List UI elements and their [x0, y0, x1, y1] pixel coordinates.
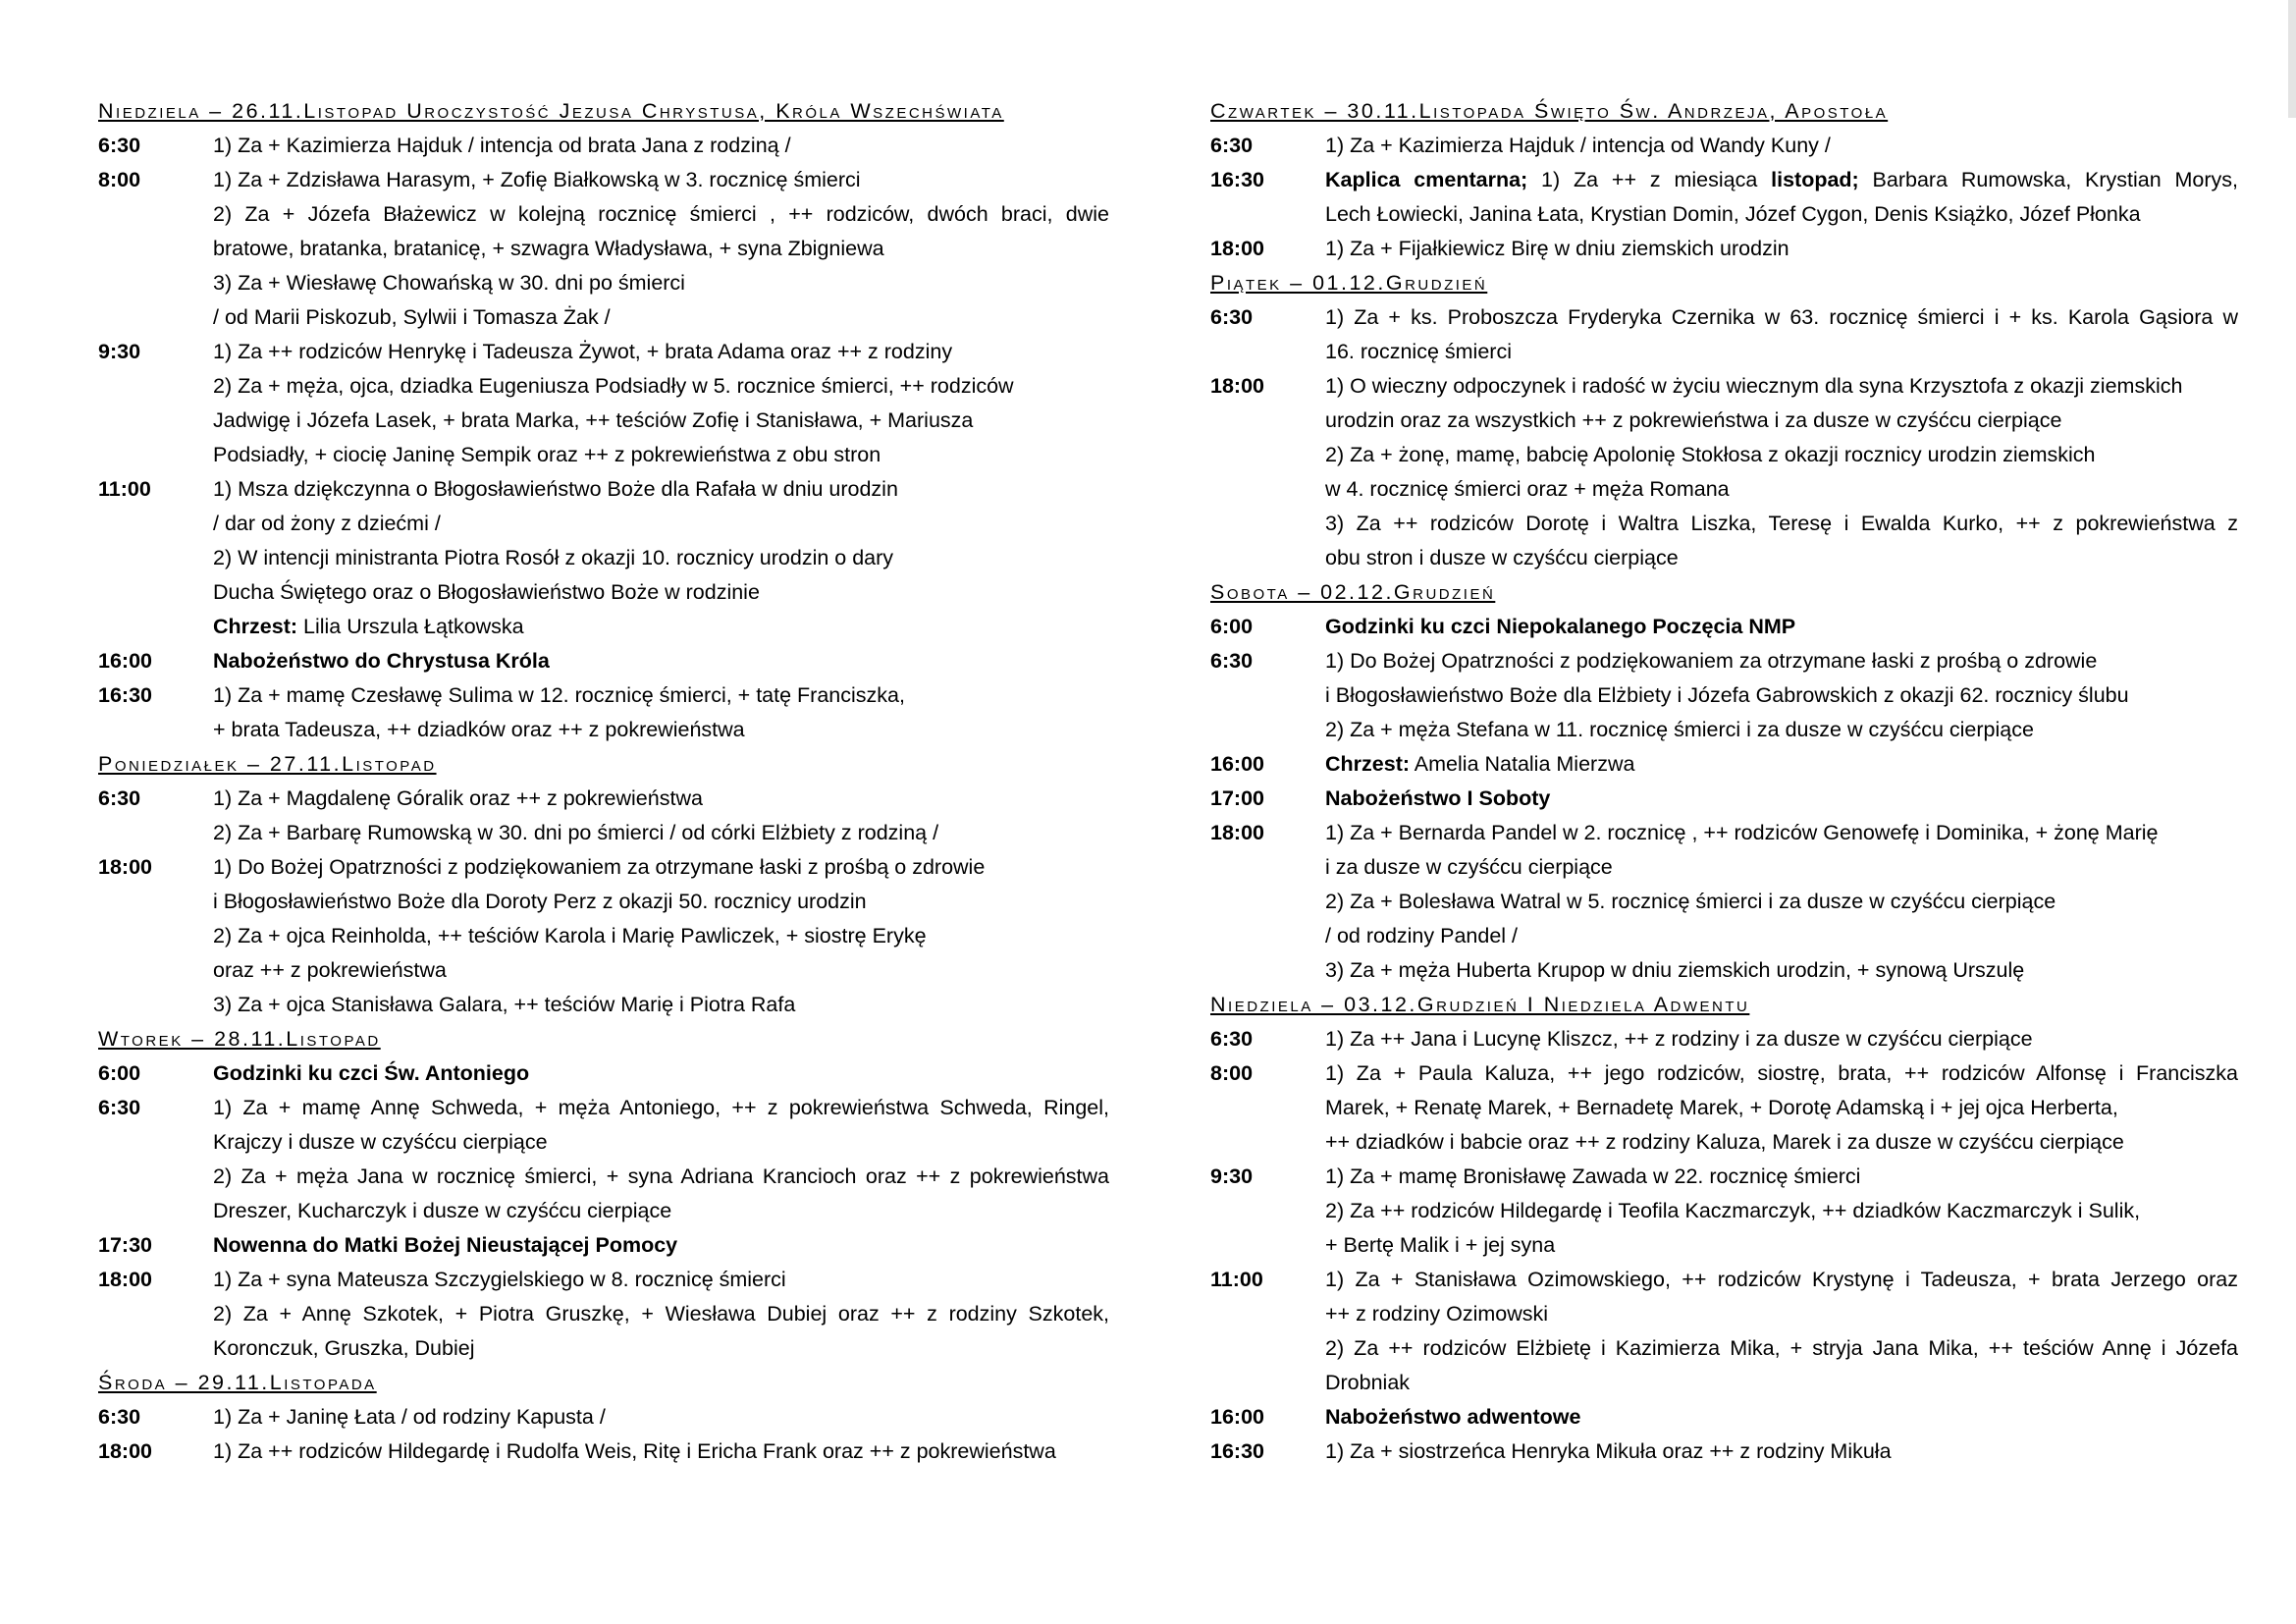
slot-intentions: [1325, 782, 2238, 816]
line-text: w 4. rocznicę śmierci oraz + męża Romana: [1325, 477, 1730, 501]
intention-line: [1325, 1331, 2238, 1366]
mass-slot: [98, 1091, 1109, 1228]
slot-intentions: [213, 1263, 1109, 1366]
intention-line: [213, 129, 1109, 163]
line-text: 2) Za + żonę, mamę, babcię Apolonię Stokłosa z okazji rocznicy urodzin ziemskich: [1325, 443, 2096, 466]
line-text: i Błogosławieństwo Boże dla Doroty Perz z okazji 50. rocznicy urodzin: [213, 890, 867, 913]
slot-time: 6:30: [98, 1096, 141, 1119]
mass-slot: [1210, 782, 2238, 816]
slot-intentions: [213, 644, 1109, 678]
line-text: 2) Za ++ rodziców Elżbietę i Kazimierza Mika, + stryja Jana Mika, ++ teściów Annę i Józefa: [1325, 1336, 2238, 1360]
slot-time: 6:30: [98, 1405, 141, 1429]
line-text: Marek, + Renatę Marek, + Bernadetę Marek, + Dorotę Adamską i + jej ojca Herberta,: [1325, 1096, 2118, 1119]
mass-slot: [1210, 163, 2238, 232]
service-title: Nowenna do Matki Bożej Nieustającej Pomocy: [213, 1233, 678, 1257]
intention-line: [213, 163, 1109, 197]
slot-time: 17:00: [1210, 786, 1264, 810]
service-title: Nabożeństwo I Soboty: [1325, 786, 1551, 810]
slot-time: 16:00: [98, 649, 152, 673]
slot-intentions: [1325, 1160, 2238, 1263]
line-text: / od rodziny Pandel /: [1325, 924, 1519, 947]
slot-time: 6:30: [98, 134, 141, 157]
mass-slot: [1210, 369, 2238, 575]
line-text: ++ dziadków i babcie oraz ++ z rodziny Kaluza, Marek i za dusze w czyśćcu cierpiące: [1325, 1130, 2124, 1154]
line-text: 1) Za + mamę Czesławę Sulima w 12. rocznicę śmierci, + tatę Franciszka,: [213, 683, 905, 707]
line-text: i za dusze w czyśćcu cierpiące: [1325, 855, 1613, 879]
mass-slot: [98, 1400, 1109, 1435]
intention-line: [1325, 163, 2238, 197]
day-header: Wtorek – 28.11.Listopad: [98, 1027, 381, 1051]
slot-intentions: [1325, 1400, 2238, 1435]
intention-line: [1325, 1228, 2238, 1263]
slot-intentions: [1325, 1022, 2238, 1056]
intention-line: [1325, 713, 2238, 747]
intention-line: [1325, 610, 2238, 644]
line-text: 2) Za ++ rodziców Hildegardę i Teofila Kaczmarczyk, ++ dziadków Kaczmarczyk i Sulik,: [1325, 1199, 2141, 1222]
slot-intentions: [1325, 747, 2238, 782]
line-text: 1) Za + Kazimierza Hajduk / intencja od Wandy Kuny /: [1325, 134, 1831, 157]
line-text: 1) Za + Paula Kaluza, ++ jego rodziców, siostrę, brata, ++ rodziców Alfonsę i Franciszka: [1325, 1061, 2238, 1085]
slot-time: 11:00: [98, 477, 151, 501]
slot-time: 16:30: [1210, 168, 1264, 191]
line-text: ++ z rodziny Ozimowski: [1325, 1302, 1549, 1326]
intention-line: [1325, 472, 2238, 507]
mass-slot: [98, 782, 1109, 850]
slot-time: 8:00: [98, 168, 141, 191]
intention-line: [1325, 919, 2238, 953]
intention-line: [213, 1194, 1109, 1228]
slot-time: 18:00: [98, 1439, 152, 1463]
intention-line: [1325, 1435, 2238, 1469]
line-text: 1) Za + ks. Proboszcza Fryderyka Czernika w 63. rocznicę śmierci i + ks. Karola Gąsiora w: [1325, 305, 2238, 329]
intention-line: [213, 1297, 1109, 1331]
right-column: [1210, 94, 2238, 1469]
line-text: 1) O wieczny odpoczynek i radość w życiu wiecznym dla syna Krzysztofa z okazji ziemskich: [1325, 374, 2183, 398]
slot-time: 6:30: [1210, 305, 1254, 329]
service-title: Godzinki ku czci Niepokalanego Poczęcia NMP: [1325, 615, 1796, 638]
mass-slot: [98, 335, 1109, 472]
slot-time: 16:30: [1210, 1439, 1264, 1463]
line-text: / od Marii Piskozub, Sylwii i Tomasza Żak /: [213, 305, 611, 329]
slot-intentions: [1325, 1435, 2238, 1469]
line-text: + Bertę Malik i + jej syna: [1325, 1233, 1556, 1257]
line-text: Lech Łowiecki, Janina Łata, Krystian Domin, Józef Cygon, Denis Książko, Józef Płonka: [1325, 202, 2141, 226]
mass-slot: [1210, 1435, 2238, 1469]
line-text: Lilia Urszula Łątkowska: [297, 615, 524, 638]
slot-intentions: [213, 1435, 1109, 1469]
slot-time: 8:00: [1210, 1061, 1254, 1085]
slot-time: 9:30: [98, 340, 141, 363]
intention-line: [213, 1263, 1109, 1297]
intention-line: [213, 1091, 1109, 1125]
line-text: 1) Za + Magdalenę Góralik oraz ++ z pokrewieństwa: [213, 786, 703, 810]
line-text: 3) Za ++ rodziców Dorotę i Waltra Liszka, Teresę i Ewalda Kurko, ++ z pokrewieństwa z: [1325, 512, 2238, 535]
slot-intentions: [1325, 816, 2238, 988]
line-text: 2) Za + Bolesława Watral w 5. rocznicę śmierci i za dusze w czyśćcu cierpiące: [1325, 890, 2056, 913]
slot-intentions: [213, 850, 1109, 1022]
slot-intentions: [1325, 1263, 2238, 1400]
line-text: 1) Za + mamę Bronisławę Zawada w 22. rocznicę śmierci: [1325, 1164, 1861, 1188]
intention-line: [213, 1435, 1109, 1469]
line-text: 1) Do Bożej Opatrzności z podziękowaniem za otrzymane łaski z prośbą o zdrowie: [1325, 649, 2098, 673]
slot-intentions: [213, 472, 1109, 644]
slot-intentions: [1325, 1056, 2238, 1160]
intention-line: [1325, 438, 2238, 472]
intention-line: [1325, 1263, 2238, 1297]
line-text: oraz ++ z pokrewieństwa: [213, 958, 447, 982]
slot-intentions: [213, 1400, 1109, 1435]
line-text: 1) Za ++ rodziców Henrykę i Tadeusza Żywot, + brata Adama oraz ++ z rodziny: [213, 340, 953, 363]
intention-line: [213, 541, 1109, 575]
intention-line: [1325, 953, 2238, 988]
slot-time: 18:00: [1210, 821, 1264, 844]
intention-line: [213, 369, 1109, 404]
mass-slot: [98, 163, 1109, 335]
intention-line: [213, 266, 1109, 300]
intention-line: [213, 575, 1109, 610]
intention-line: [1325, 232, 2238, 266]
slot-intentions: [1325, 644, 2238, 747]
mass-slot: [1210, 1400, 2238, 1435]
day-header: Poniedziałek – 27.11.Listopad: [98, 752, 437, 776]
slot-intentions: [1325, 300, 2238, 369]
line-text: Jadwigę i Józefa Lasek, + brata Marka, ++ teściów Zofię i Stanisława, + Mariusza: [213, 408, 974, 432]
day-header: Środa – 29.11.Listopada: [98, 1371, 377, 1394]
line-text: 3) Za + ojca Stanisława Galara, ++ teściów Marię i Piotra Rafa: [213, 993, 796, 1016]
line-text: Amelia Natalia Mierzwa: [1410, 752, 1635, 776]
intention-line: [1325, 1160, 2238, 1194]
mass-slot: [1210, 1022, 2238, 1056]
line-text: 2) Za + Annę Szkotek, + Piotra Gruszkę, + Wiesława Dubiej oraz ++ z rodziny Szkotek,: [213, 1302, 1109, 1326]
line-text: 1) Za ++ Jana i Lucynę Kliszcz, ++ z rodziny i za dusze w czyśćcu cierpiące: [1325, 1027, 2033, 1051]
intention-line: [1325, 369, 2238, 404]
line-text: Podsiadły, + ciocię Janinę Sempik oraz ++ z pokrewieństwa z obu stron: [213, 443, 881, 466]
intention-line: [1325, 782, 2238, 816]
intention-line: [213, 1160, 1109, 1194]
bold-label: listopad;: [1771, 168, 1859, 191]
intention-line: [1325, 678, 2238, 713]
intention-line: [1325, 1194, 2238, 1228]
mass-slot: [98, 678, 1109, 747]
slot-intentions: [1325, 163, 2238, 232]
slot-intentions: [213, 678, 1109, 747]
line-text: Ducha Świętego oraz o Błogosławieństwo Boże w rodzinie: [213, 580, 760, 604]
slot-intentions: [213, 129, 1109, 163]
intention-line: [1325, 129, 2238, 163]
slot-time: 18:00: [98, 855, 152, 879]
intention-line: [213, 300, 1109, 335]
mass-slot: [1210, 816, 2238, 988]
mass-slot: [98, 472, 1109, 644]
line-text: i Błogosławieństwo Boże dla Elżbiety i Józefa Gabrowskich z okazji 62. rocznicy ślubu: [1325, 683, 2129, 707]
intention-line: [213, 850, 1109, 885]
baptism-label: Chrzest:: [1325, 752, 1411, 776]
line-text: 1) Za + Stanisława Ozimowskiego, ++ rodziców Krystynę i Tadeusza, + brata Jerzego oraz: [1325, 1268, 2238, 1291]
day-header: Sobota – 02.12.Grudzień: [1210, 580, 1496, 604]
mass-slot: [98, 1228, 1109, 1263]
intention-line: [213, 335, 1109, 369]
slot-intentions: [213, 163, 1109, 335]
intention-line: [213, 988, 1109, 1022]
service-title: Nabożeństwo do Chrystusa Króla: [213, 649, 550, 673]
intention-line: [1325, 1297, 2238, 1331]
line-text: urodzin oraz za wszystkich ++ z pokrewieństwa i za dusze w czyśćcu cierpiące: [1325, 408, 2062, 432]
slot-time: 17:30: [98, 1233, 152, 1257]
line-text: 1) Za + Janinę Łata / od rodziny Kapusta /: [213, 1405, 606, 1429]
service-title: Nabożeństwo adwentowe: [1325, 1405, 1581, 1429]
slot-intentions: [213, 1091, 1109, 1228]
line-text: Barbara Rumowska, Krystian Morys,: [1858, 168, 2238, 191]
service-title: Godzinki ku czci Św. Antoniego: [213, 1061, 530, 1085]
line-text: / dar od żony z dziećmi /: [213, 512, 441, 535]
slot-time: 16:00: [1210, 1405, 1264, 1429]
line-text: 1) Za + Zdzisława Harasym, + Zofię Białkowską w 3. rocznicę śmierci: [213, 168, 861, 191]
line-text: 1) Msza dziękczynna o Błogosławieństwo Boże dla Rafała w dniu urodzin: [213, 477, 898, 501]
mass-slot: [98, 1056, 1109, 1091]
intention-line: [1325, 1366, 2238, 1400]
line-text: 2) Za + męża Jana w rocznicę śmierci, + syna Adriana Krancioch oraz ++ z pokrewieństwa: [213, 1164, 1109, 1188]
left-column: [98, 94, 1109, 1469]
slot-intentions: [213, 1228, 1109, 1263]
line-text: + brata Tadeusza, ++ dziadków oraz ++ z pokrewieństwa: [213, 718, 745, 741]
mass-slot: [1210, 232, 2238, 266]
line-text: 2) Za + Józefa Błażewicz w kolejną rocznicę śmierci , ++ rodziców, dwóch braci, dwie: [213, 202, 1109, 226]
line-text: 1) Do Bożej Opatrzności z podziękowaniem za otrzymane łaski z prośbą o zdrowie: [213, 855, 986, 879]
day-header: Czwartek – 30.11.Listopada Święto Św. Andrzeja, Apostoła: [1210, 99, 1889, 123]
slot-time: 6:30: [98, 786, 141, 810]
line-text: 1) Za + syna Mateusza Szczygielskiego w 8. rocznicę śmierci: [213, 1268, 786, 1291]
intention-line: [213, 953, 1109, 988]
mass-slot: [1210, 1263, 2238, 1400]
intention-line: [1325, 747, 2238, 782]
line-text: 2) Za + męża, ojca, dziadka Eugeniusza Podsiadły w 5. rocznice śmierci, ++ rodziców: [213, 374, 1014, 398]
line-text: 2) Za + męża Stefana w 11. rocznicę śmierci i za dusze w czyśćcu cierpiące: [1325, 718, 2034, 741]
intention-line: [213, 644, 1109, 678]
day-header: Piątek – 01.12.Grudzień: [1210, 271, 1488, 295]
slot-intentions: [213, 1056, 1109, 1091]
slot-intentions: [213, 335, 1109, 472]
mass-slot: [98, 129, 1109, 163]
line-text: bratowe, bratanka, bratanicę, + szwagra Władysława, + syna Zbigniewa: [213, 237, 884, 260]
slot-intentions: [1325, 129, 2238, 163]
mass-slot: [1210, 1160, 2238, 1263]
slot-time: 6:00: [1210, 615, 1254, 638]
intention-line: [213, 1056, 1109, 1091]
day-header: Niedziela – 26.11.Listopad Uroczystość Jezusa Chrystusa, Króla Wszechświata: [98, 99, 1004, 123]
line-text: 1) Za + Kazimierza Hajduk / intencja od brata Jana z rodziną /: [213, 134, 791, 157]
bold-label: Kaplica cmentarna;: [1325, 168, 1528, 191]
slot-intentions: [213, 782, 1109, 850]
line-text: Krajczy i dusze w czyśćcu cierpiące: [213, 1130, 548, 1154]
slot-time: 6:00: [98, 1061, 141, 1085]
intention-line: [213, 919, 1109, 953]
intention-line: [213, 816, 1109, 850]
slot-time: 18:00: [1210, 237, 1264, 260]
scrollbar-thumb[interactable]: [2288, 0, 2296, 118]
slot-intentions: [1325, 610, 2238, 644]
line-text: 1) Za + Bernarda Pandel w 2. rocznicę , ++ rodziców Genowefę i Dominika, + żonę Marię: [1325, 821, 2159, 844]
mass-slot: [98, 644, 1109, 678]
slot-time: 6:30: [1210, 134, 1254, 157]
intention-line: [213, 1228, 1109, 1263]
line-text: 2) Za + ojca Reinholda, ++ teściów Karola i Marię Pawliczek, + siostrę Erykę: [213, 924, 927, 947]
intention-line: [213, 610, 1109, 644]
intention-line: [1325, 197, 2238, 232]
line-text: Koronczuk, Gruszka, Dubiej: [213, 1336, 475, 1360]
slot-time: 9:30: [1210, 1164, 1254, 1188]
intention-line: [1325, 507, 2238, 541]
intention-line: [1325, 644, 2238, 678]
intention-line: [213, 1400, 1109, 1435]
intention-line: [213, 678, 1109, 713]
slot-intentions: [1325, 232, 2238, 266]
mass-slot: [98, 1263, 1109, 1366]
intention-line: [1325, 1091, 2238, 1125]
slot-time: 18:00: [1210, 374, 1264, 398]
intention-line: [213, 232, 1109, 266]
intention-line: [1325, 404, 2238, 438]
mass-slot: [98, 1435, 1109, 1469]
intention-line: [1325, 885, 2238, 919]
mass-slot: [1210, 1056, 2238, 1160]
mass-slot: [1210, 129, 2238, 163]
mass-slot: [1210, 300, 2238, 369]
intention-line: [1325, 541, 2238, 575]
day-header: Niedziela – 03.12.Grudzień I Niedziela Adwentu: [1210, 993, 1750, 1016]
line-text: 16. rocznicę śmierci: [1325, 340, 1512, 363]
intention-line: [213, 713, 1109, 747]
intention-line: [213, 782, 1109, 816]
line-text: 1) Za + siostrzeńca Henryka Mikuła oraz ++ z rodziny Mikuła: [1325, 1439, 1892, 1463]
intention-line: [1325, 335, 2238, 369]
line-text: 1) Za ++ z miesiąca: [1527, 168, 1772, 191]
slot-time: 6:30: [1210, 649, 1254, 673]
intention-line: [213, 197, 1109, 232]
mass-slot: [1210, 610, 2238, 644]
line-text: 3) Za + męża Huberta Krupop w dniu ziemskich urodzin, + synową Urszulę: [1325, 958, 2025, 982]
line-text: 1) Za + Fijałkiewicz Birę w dniu ziemskich urodzin: [1325, 237, 1789, 260]
intention-line: [1325, 1022, 2238, 1056]
slot-time: 11:00: [1210, 1268, 1263, 1291]
line-text: Dreszer, Kucharczyk i dusze w czyśćcu cierpiące: [213, 1199, 672, 1222]
line-text: 1) Za ++ rodziców Hildegardę i Rudolfa Weis, Ritę i Ericha Frank oraz ++ z pokrewieństwa: [213, 1439, 1056, 1463]
slot-time: 16:00: [1210, 752, 1264, 776]
intention-line: [1325, 816, 2238, 850]
intention-line: [1325, 1056, 2238, 1091]
intention-line: [213, 438, 1109, 472]
intention-line: [1325, 1400, 2238, 1435]
intention-line: [213, 1125, 1109, 1160]
line-text: 2) W intencji ministranta Piotra Rosół z okazji 10. rocznicy urodzin o dary: [213, 546, 894, 569]
line-text: obu stron i dusze w czyśćcu cierpiące: [1325, 546, 1679, 569]
intention-line: [1325, 300, 2238, 335]
intention-line: [213, 472, 1109, 507]
intention-line: [1325, 1125, 2238, 1160]
mass-slot: [98, 850, 1109, 1022]
mass-slot: [1210, 644, 2238, 747]
slot-intentions: [1325, 369, 2238, 575]
mass-slot: [1210, 747, 2238, 782]
intention-line: [1325, 850, 2238, 885]
line-text: 2) Za + Barbarę Rumowską w 30. dni po śmierci / od córki Elżbiety z rodziną /: [213, 821, 939, 844]
intention-line: [213, 885, 1109, 919]
slot-time: 16:30: [98, 683, 152, 707]
intention-line: [213, 507, 1109, 541]
baptism-label: Chrzest:: [213, 615, 298, 638]
intention-line: [213, 404, 1109, 438]
slot-time: 18:00: [98, 1268, 152, 1291]
intention-line: [213, 1331, 1109, 1366]
slot-time: 6:30: [1210, 1027, 1254, 1051]
line-text: 1) Za + mamę Annę Schweda, + męża Antoniego, ++ z pokrewieństwa Schweda, Ringel,: [213, 1096, 1109, 1119]
line-text: Drobniak: [1325, 1371, 1411, 1394]
line-text: 3) Za + Wiesławę Chowańską w 30. dni po śmierci: [213, 271, 685, 295]
